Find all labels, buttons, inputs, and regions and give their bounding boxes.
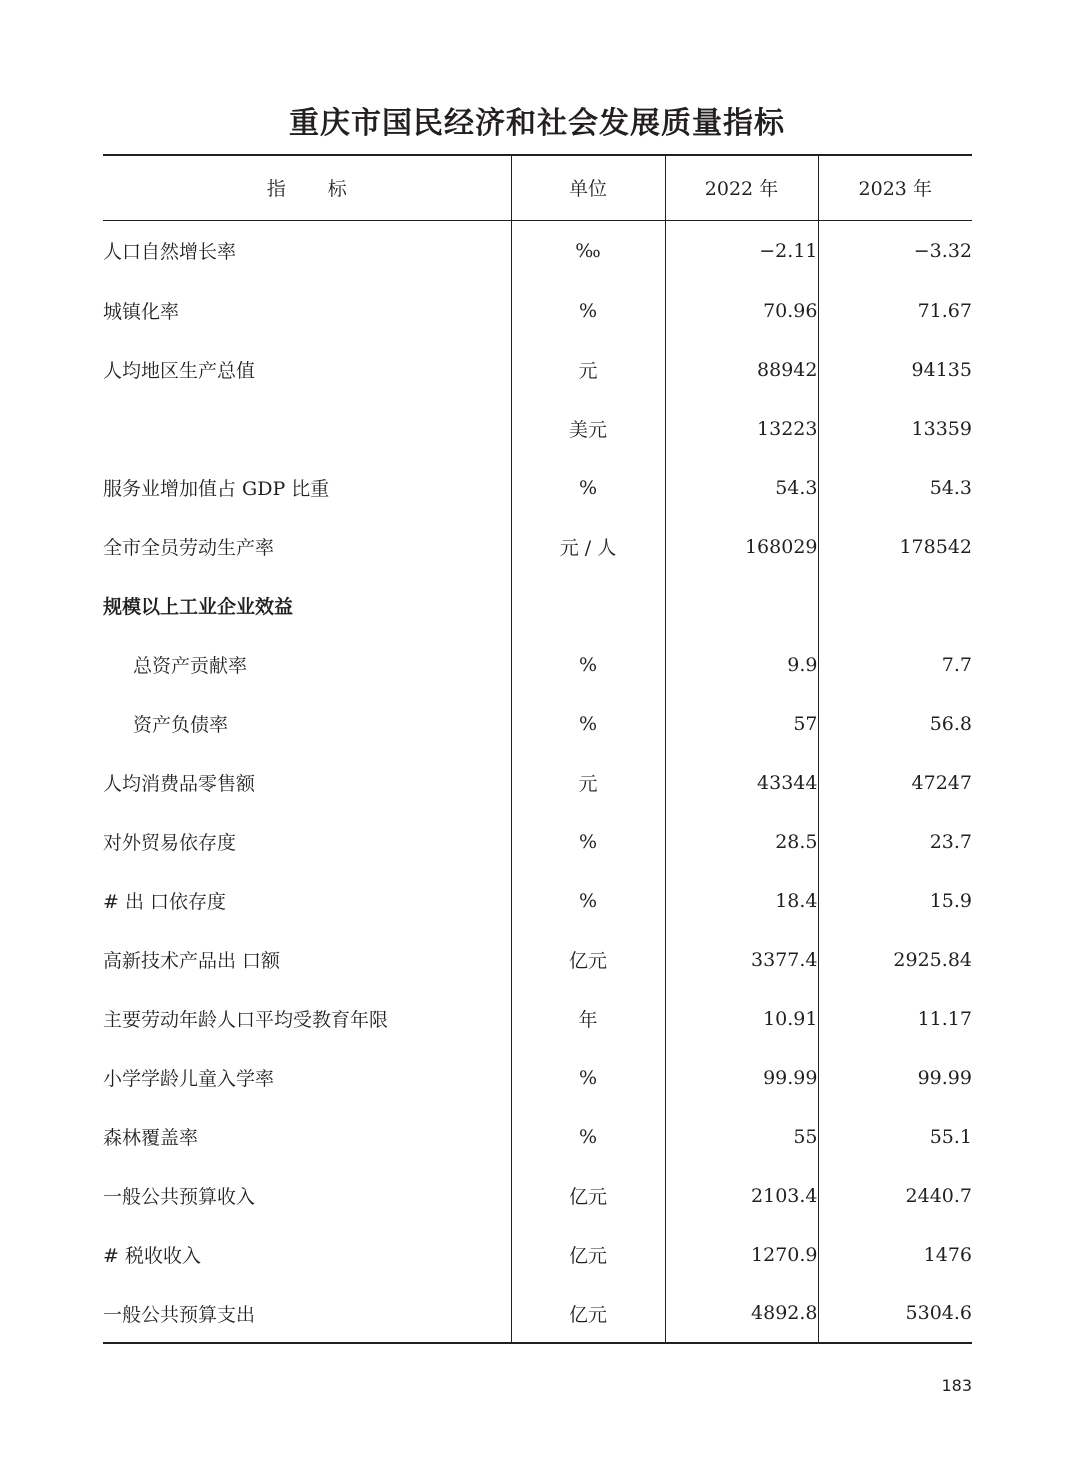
- unit-cell: %: [511, 1048, 665, 1107]
- indicator-cell: 城镇化率: [103, 301, 180, 323]
- indicator-cell: 一般公共预算收入: [103, 1186, 256, 1208]
- value-2023-cell: 2925.84: [818, 930, 972, 989]
- value-2022-cell: 70.96: [665, 281, 818, 340]
- value-2022-cell: 168029: [665, 517, 818, 576]
- value-2022-cell: 18.4: [665, 871, 818, 930]
- value-2023-cell: −3.32: [818, 220, 972, 281]
- header-indicator: 指标: [103, 155, 511, 220]
- table-row: [103, 871, 972, 930]
- page-title: 重庆市国民经济和社会发展质量指标: [289, 106, 785, 141]
- indicator-cell: 森林覆盖率: [103, 1127, 199, 1149]
- value-2022-cell: 28.5: [665, 812, 818, 871]
- unit-cell: 元 / 人: [511, 517, 665, 576]
- unit-cell: 美元: [511, 399, 665, 458]
- indicator-cell: 人均地区生产总值: [103, 360, 256, 382]
- value-2023-cell: 11.17: [818, 989, 972, 1048]
- value-2022-cell: 55: [665, 1107, 818, 1166]
- value-2022-cell: 54.3: [665, 458, 818, 517]
- indicator-cell: 资产负债率: [133, 714, 229, 736]
- indicator-cell: # 税收收入: [103, 1245, 201, 1267]
- value-2022-cell: [665, 576, 818, 635]
- value-2023-cell: 5304.6: [818, 1284, 972, 1343]
- unit-cell: 亿元: [511, 1284, 665, 1343]
- table-row: [103, 458, 972, 517]
- value-2023-cell: 56.8: [818, 694, 972, 753]
- value-2023-cell: 2440.7: [818, 1166, 972, 1225]
- value-2022-cell: 43344: [665, 753, 818, 812]
- indicator-cell: 全市全员劳动生产率: [103, 537, 275, 559]
- value-2023-cell: 15.9: [818, 871, 972, 930]
- value-2022-cell: 4892.8: [665, 1284, 818, 1343]
- table-row: [103, 812, 972, 871]
- indicator-cell: 服务业增加值占 GDP 比重: [103, 478, 330, 500]
- page-number: 183: [941, 1376, 972, 1395]
- header-year-2023: 2023 年: [818, 155, 972, 220]
- indicators-table: [103, 154, 972, 1344]
- table-row: [103, 281, 972, 340]
- indicator-cell: 高新技术产品出 口额: [103, 950, 281, 972]
- indicator-cell: [103, 399, 511, 458]
- value-2022-cell: 2103.4: [665, 1166, 818, 1225]
- unit-cell: 元: [511, 753, 665, 812]
- value-2023-cell: [818, 576, 972, 635]
- unit-cell: 亿元: [511, 1225, 665, 1284]
- value-2023-cell: 13359: [818, 399, 972, 458]
- header-year-2022: 2022 年: [665, 155, 818, 220]
- table-row: [103, 399, 972, 458]
- value-2023-cell: 7.7: [818, 635, 972, 694]
- table-row: [103, 635, 972, 694]
- value-2023-cell: 55.1: [818, 1107, 972, 1166]
- indicator-cell: 小学学龄儿童入学率: [103, 1068, 275, 1090]
- value-2023-cell: 23.7: [818, 812, 972, 871]
- value-2022-cell: 99.99: [665, 1048, 818, 1107]
- value-2023-cell: 94135: [818, 340, 972, 399]
- unit-cell: %: [511, 458, 665, 517]
- value-2022-cell: 57: [665, 694, 818, 753]
- table-row: [103, 517, 972, 576]
- indicator-cell: 对外贸易依存度: [103, 832, 237, 854]
- indicator-cell: 人口自然增长率: [103, 241, 237, 264]
- unit-cell: %: [511, 281, 665, 340]
- indicator-cell: 总资产贡献率: [133, 655, 248, 677]
- unit-cell: %: [511, 1107, 665, 1166]
- unit-cell: 亿元: [511, 1166, 665, 1225]
- table-row: [103, 694, 972, 753]
- value-2022-cell: 13223: [665, 399, 818, 458]
- unit-cell: 元: [511, 340, 665, 399]
- indicator-cell: # 出 口依存度: [103, 891, 226, 913]
- unit-cell: 年: [511, 989, 665, 1048]
- unit-cell: %: [511, 694, 665, 753]
- value-2023-cell: 99.99: [818, 1048, 972, 1107]
- value-2022-cell: 1270.9: [665, 1225, 818, 1284]
- indicator-cell: 主要劳动年龄人口平均受教育年限: [103, 1009, 389, 1031]
- table-row-section: [103, 576, 972, 635]
- indicator-cell: 一般公共预算支出: [103, 1284, 511, 1343]
- value-2022-cell: 3377.4: [665, 930, 818, 989]
- value-2023-cell: 54.3: [818, 458, 972, 517]
- unit-cell: %: [511, 635, 665, 694]
- value-2022-cell: 10.91: [665, 989, 818, 1048]
- table-row: [103, 930, 972, 989]
- table-row: [103, 753, 972, 812]
- table-row: [103, 1284, 972, 1343]
- table-row: [103, 1048, 972, 1107]
- value-2023-cell: 178542: [818, 517, 972, 576]
- table-row: [103, 1225, 972, 1284]
- table-row: [103, 1166, 972, 1225]
- header-unit: 单位: [511, 155, 665, 220]
- table-header-row: [103, 155, 972, 220]
- table-row: [103, 989, 972, 1048]
- value-2023-cell: 47247: [818, 753, 972, 812]
- section-heading-cell: 规模以上工业企业效益: [103, 596, 294, 618]
- value-2022-cell: 9.9: [665, 635, 818, 694]
- table-row: [103, 1107, 972, 1166]
- table-row: [103, 340, 972, 399]
- value-2023-cell: 71.67: [818, 281, 972, 340]
- table-row: [103, 220, 972, 281]
- value-2022-cell: −2.11: [665, 220, 818, 281]
- indicator-cell: 人均消费品零售额: [103, 773, 256, 795]
- unit-cell: 亿元: [511, 930, 665, 989]
- unit-cell: ‰: [511, 220, 665, 281]
- unit-cell: %: [511, 812, 665, 871]
- value-2023-cell: 1476: [818, 1225, 972, 1284]
- unit-cell: [511, 576, 665, 635]
- unit-cell: %: [511, 871, 665, 930]
- value-2022-cell: 88942: [665, 340, 818, 399]
